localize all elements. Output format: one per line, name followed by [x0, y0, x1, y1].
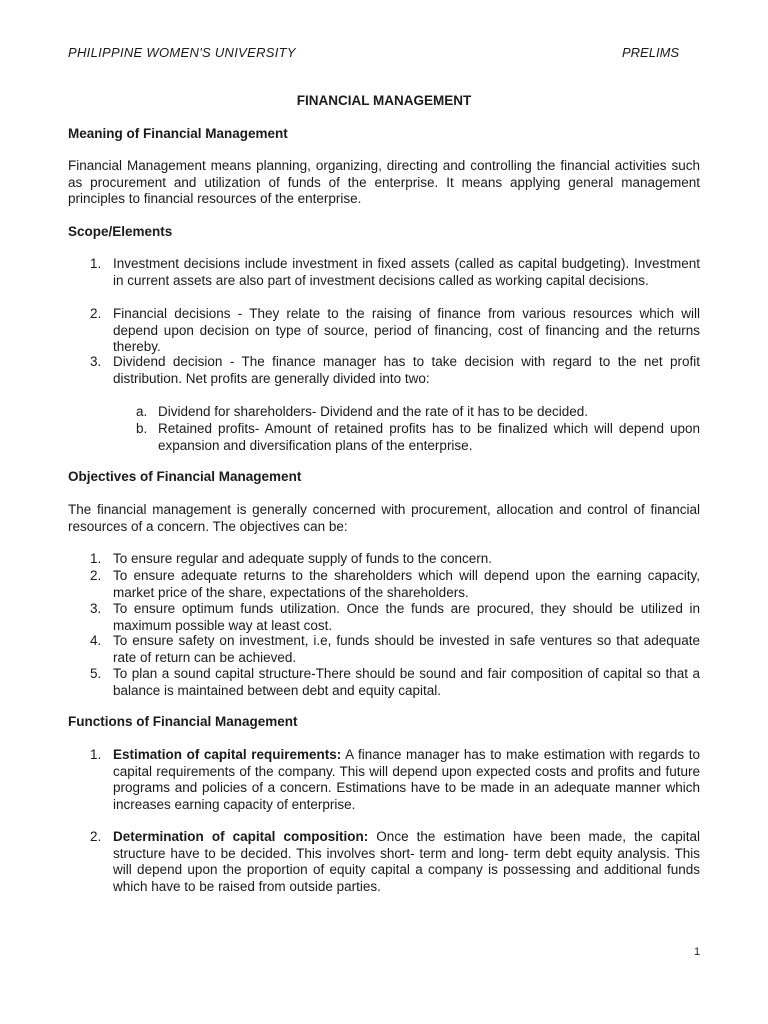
document-title: FINANCIAL MANAGEMENT — [296, 93, 472, 108]
objective-3-text: To ensure optimum funds utilization. Once the funds are procured, they should be utilized in maximum possible way at least cost. — [113, 601, 700, 633]
heading-scope: Scope/Elements — [68, 224, 173, 239]
heading-functions: Functions of Financial Management — [68, 714, 298, 729]
page-number: 1 — [694, 946, 701, 958]
function-1-text: A finance manager has to make estimation with regards to capital requirements of the company. This will depend upon expected costs and profits and future programs and policies of a concern. Estimations have to be made in an adequate manner which increases earning capacity of enterprise. — [113, 747, 700, 812]
scope-subitem-b-number: b. — [136, 421, 148, 436]
scope-item-3-text: Dividend decision - The finance manager has to take decision with regard to the net profit distribution. Net profits are generally divided into two: — [113, 354, 700, 386]
scope-subitem-a-text: Dividend for shareholders- Dividend and the rate of it has to be decided. — [158, 404, 589, 419]
function-2-number: 2. — [90, 829, 102, 844]
scope-item-2-text: Financial decisions - They relate to the raising of finance from various resources which will depend upon decision on type of source, period of financing, cost of financing and the returns thereby. — [113, 306, 700, 354]
heading-objectives: Objectives of Financial Management — [68, 469, 302, 484]
heading-meaning: Meaning of Financial Management — [68, 126, 288, 141]
scope-subitem-a-number: a. — [136, 404, 148, 419]
function-2-paragraph — [113, 829, 700, 895]
objective-3-number: 3. — [90, 601, 102, 616]
objective-5-text: To plan a sound capital structure-There should be sound and fair composition of capital so that a balance is maintained between debt and equity capital. — [113, 666, 700, 698]
header-university: PHILIPPINE WOMEN'S UNIVERSITY — [68, 45, 296, 60]
scope-item-1-text: Investment decisions include investment in fixed assets (called as capital budgeting). Investment in current assets are also part of investment decisions called as working capital decisions. — [113, 256, 700, 288]
scope-item-2-number: 2. — [90, 306, 102, 321]
objectives-intro: The financial management is generally concerned with procurement, allocation and control of financial resources of a concern. The objectives can be: — [68, 502, 700, 534]
scope-item-1-number: 1. — [90, 256, 102, 271]
objective-5-number: 5. — [90, 666, 102, 681]
function-2-text: Once the estimation have been made, the capital structure have to be decided. This involves short- term and long- term debt equity analysis. This will depend upon the proportion of equity capital a company is possessing and additional funds which have to be raised from outside parties. — [113, 829, 700, 894]
header-prelims: PRELIMS — [622, 45, 680, 60]
function-1-title: Estimation of capital requirements: — [113, 747, 342, 762]
objective-1-text: To ensure regular and adequate supply of funds to the concern. — [113, 551, 493, 566]
objective-1-number: 1. — [90, 551, 102, 566]
function-1-number: 1. — [90, 747, 102, 762]
objective-2-text: To ensure adequate returns to the shareholders which will depend upon the earning capacity, market price of the share, expectations of the shareholders. — [113, 568, 700, 600]
function-2-title: Determination of capital composition: — [113, 829, 369, 844]
objective-4-text: To ensure safety on investment, i.e, funds should be invested in safe ventures so that adequate rate of return can be achieved. — [113, 633, 700, 665]
scope-item-3-number: 3. — [90, 354, 102, 369]
objective-4-number: 4. — [90, 633, 102, 648]
meaning-paragraph: Financial Management means planning, organizing, directing and controlling the financial activities such as procurement and utilization of funds of the enterprise. It means applying general management principles to financial resources of the enterprise. — [68, 158, 700, 206]
objective-2-number: 2. — [90, 568, 102, 583]
function-1-paragraph — [113, 747, 700, 813]
scope-subitem-b-text: Retained profits- Amount of retained profits has to be finalized which will depend upon expansion and diversification plans of the enterprise. — [158, 421, 700, 453]
